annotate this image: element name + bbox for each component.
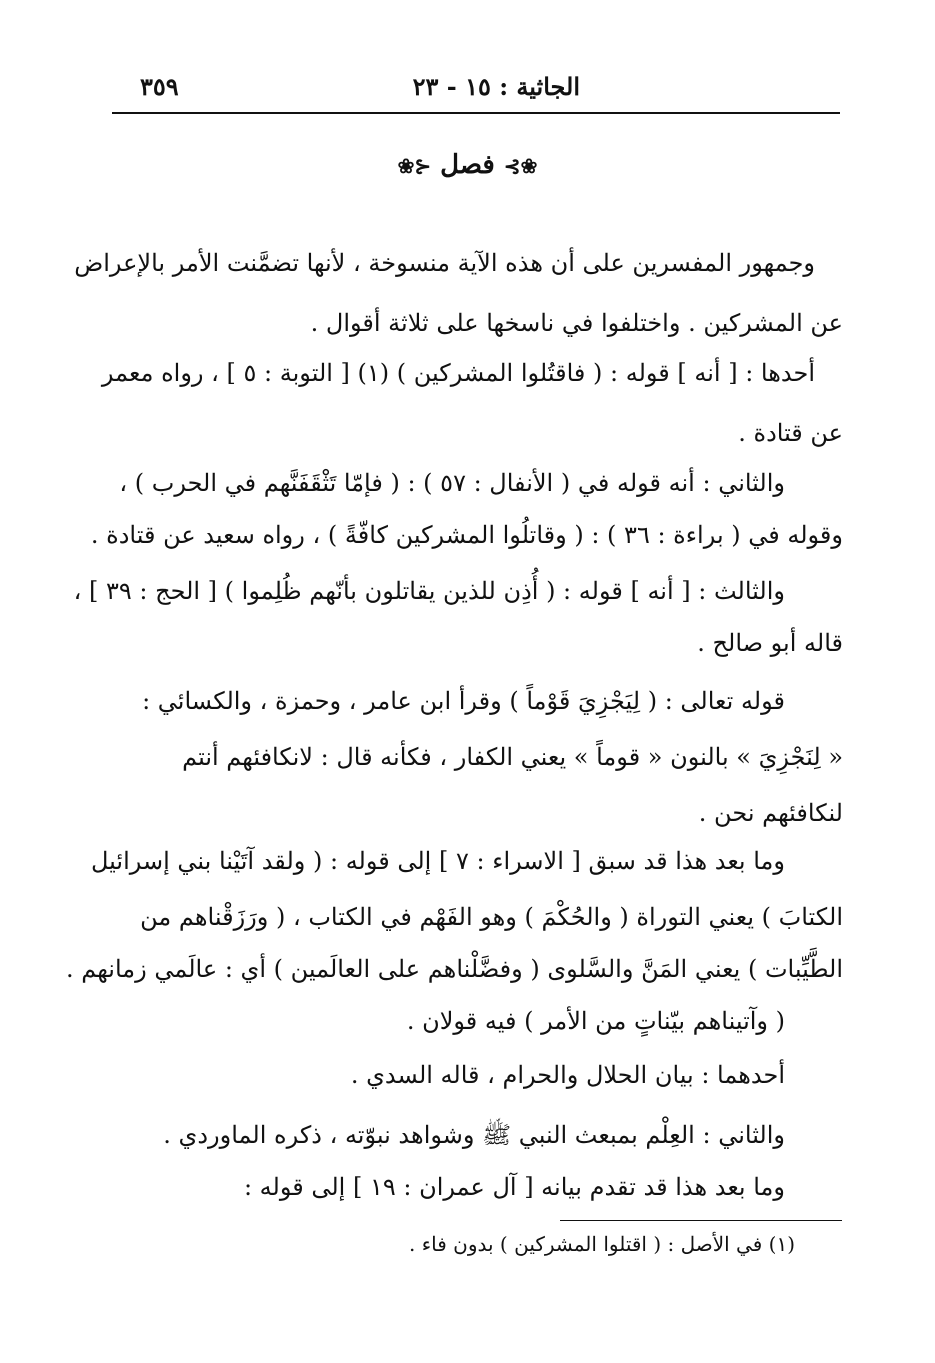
text-line: عن المشركين . واختلفوا في ناسخها على ثلاثة أقوال . (310, 309, 843, 337)
text-line: وجمهور المفسرين على أن هذه الآية منسوخة ، لأنها تضمَّنت الأمر بالإعراض (74, 249, 815, 277)
text-line: وما بعد هذا قد سبق [ الاسراء : ٧ ] إلى قوله : ( ولقد آتَيْنا بني إسرائيل (90, 847, 785, 875)
text-line: والثالث : [ أنه ] قوله : ( أُذِن للذين يقاتلون بأنّهم ظُلِموا ) [ الحج : ٣٩ ] ، (73, 577, 785, 605)
ornament-right-icon: ❀⊱ (503, 154, 538, 178)
text-line: عن قتادة . (738, 419, 843, 447)
running-header (110, 70, 840, 110)
text-line: لنكافئهم نحن . (698, 799, 843, 827)
footnote: (١) في الأصل : ( اقتلوا المشركين ) بدون فاء . (409, 1232, 795, 1256)
section-heading (0, 150, 935, 180)
text-line: قاله أبو صالح . (697, 629, 843, 657)
ornament-left-icon: ⊰❀ (397, 154, 432, 178)
text-line: أحدهما : بيان الحلال والحرام ، قاله السدي . (350, 1061, 785, 1089)
text-line: والثاني : أنه قوله في ( الأنفال : ٥٧ ) : ( فإمّا تَثْقَفَنَّهم في الحرب ) ، (119, 469, 785, 497)
header-surah-reference: الجاثية : ١٥ - ٢٣ (412, 72, 580, 101)
header-divider (112, 112, 840, 114)
text-line: ( وآتيناهم بيّناتٍ من الأمر ) فيه قولان . (406, 1007, 785, 1035)
section-heading-label: فصل (440, 150, 495, 180)
text-line: « لِنَجْزِيَ » بالنون « قوماً » يعني الكفار ، فكأنه قال : لانكافئهم أنتم (182, 743, 843, 771)
page-number: ٣٥٩ (140, 72, 179, 101)
text-line: وقوله في ( براءة : ٣٦ ) : ( وقاتلُوا المشركين كافّةً ) ، رواه سعيد عن قتادة . (90, 521, 843, 549)
text-line: قوله تعالى : ( لِيَجْزِيَ قَوْماً ) وقرأ ابن عامر ، وحمزة ، والكسائي : (142, 687, 785, 715)
text-line: وما بعد هذا قد تقدم بيانه [ آل عمران : ١٩ ] إلى قوله : (243, 1173, 785, 1201)
text-line: الكتابَ ) يعني التوراة ( والحُكْمَ ) وهو الفَهْم في الكتاب ، ( ورَزَقْناهم من (140, 903, 843, 931)
text-line: والثاني : العِلْم بمبعث النبي ﷺ وشواهد نبوّته ، ذكره الماوردي . (163, 1121, 785, 1149)
text-line: أحدها : [ أنه ] قوله : ( فاقتُلوا المشركين ) (١) [ التوبة : ٥ ] ، رواه معمر (101, 359, 815, 387)
footnote-divider (560, 1220, 842, 1221)
text-line: الطَّيِّبات ) يعني المَنَّ والسَّلوى ( وفضَّلْناهم على العالَمين ) أي : عالَمي زمانهم . (66, 955, 843, 983)
